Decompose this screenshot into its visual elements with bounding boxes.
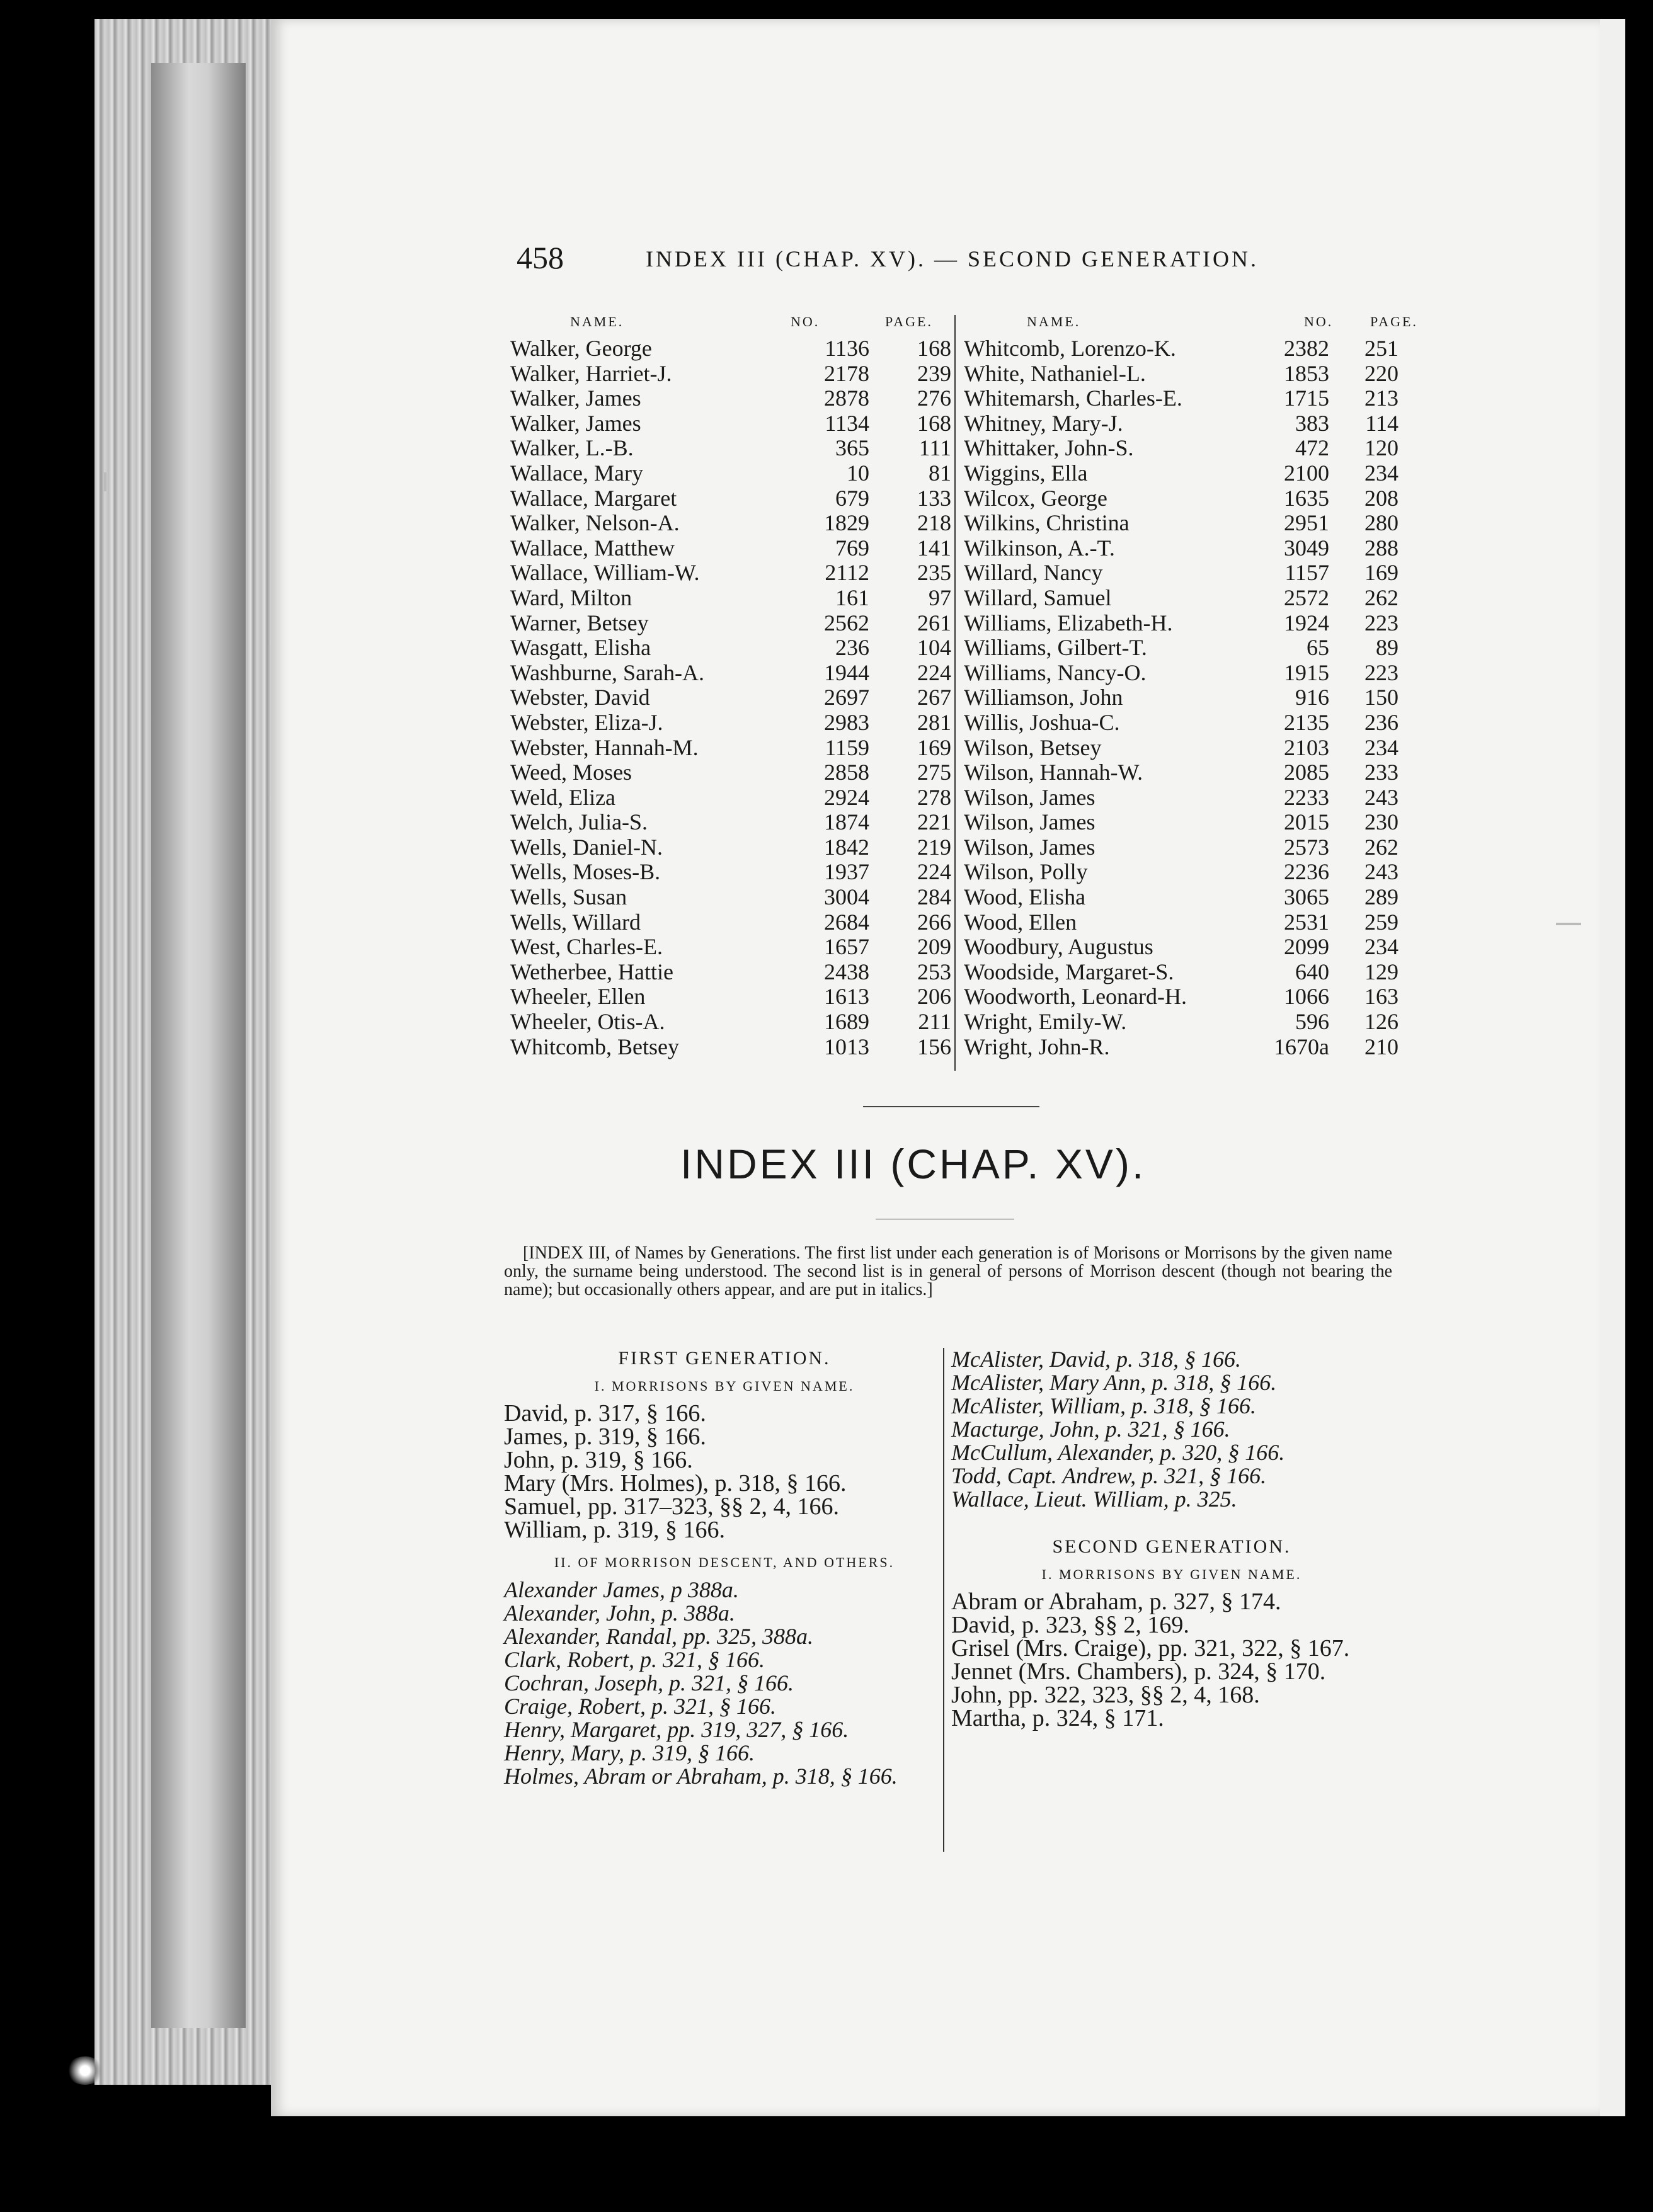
table-row xyxy=(964,385,1405,410)
entry-number: 1670a xyxy=(1274,1034,1329,1059)
second-gen-sub-heading-1: I. MORRISONS BY GIVEN NAME. xyxy=(1041,1566,1302,1582)
list-item: Wallace, Lieut. William, p. 325. xyxy=(951,1486,1237,1512)
scan-speck xyxy=(1556,923,1581,925)
table-row xyxy=(510,535,951,560)
entry-name: Wilson, Polly xyxy=(964,859,1088,885)
entry-name: Wright, Emily-W. xyxy=(964,1009,1127,1035)
list-item: William, p. 319, § 166. xyxy=(504,1517,725,1543)
list-item: Martha, p. 324, § 171. xyxy=(951,1705,1164,1731)
entry-page: 259 xyxy=(1364,909,1398,935)
entry-number: 2135 xyxy=(1284,709,1329,735)
entry-name: Webster, Eliza-J. xyxy=(510,709,663,735)
table-row xyxy=(510,709,951,734)
entry-number: 161 xyxy=(835,584,869,610)
table-row xyxy=(510,684,951,709)
entry-name: Wright, John-R. xyxy=(964,1034,1110,1059)
entry-page: 141 xyxy=(917,535,951,561)
entry-page: 266 xyxy=(917,909,951,935)
entry-name: Whitcomb, Lorenzo-K. xyxy=(964,336,1176,361)
table-row xyxy=(510,884,951,909)
table-row xyxy=(510,959,951,984)
entry-name: Walker, L.-B. xyxy=(510,435,634,461)
entry-name: Whitcomb, Betsey xyxy=(510,1034,679,1059)
list-item: David, p. 323, §§ 2, 169. xyxy=(951,1612,1189,1638)
entry-page: 169 xyxy=(917,734,951,760)
table-row xyxy=(510,809,951,834)
list-item: Alexander, Randal, pp. 325, 388a. xyxy=(504,1624,813,1649)
entry-number: 1915 xyxy=(1284,659,1329,685)
entry-number: 2015 xyxy=(1284,809,1329,835)
entry-page: 120 xyxy=(1364,435,1398,461)
table-row xyxy=(964,909,1405,934)
entry-name: Walker, James xyxy=(510,410,641,436)
entry-number: 2099 xyxy=(1284,934,1329,960)
entry-page: 213 xyxy=(1364,385,1398,411)
entry-page: 169 xyxy=(1364,560,1398,586)
list-item: Holmes, Abram or Abraham, p. 318, § 166. xyxy=(504,1764,898,1789)
entry-page: 281 xyxy=(917,709,951,735)
table-row xyxy=(964,659,1405,685)
entry-page: 288 xyxy=(1364,535,1398,561)
entry-page: 234 xyxy=(1364,460,1398,486)
table-row xyxy=(964,709,1405,734)
table-row xyxy=(964,460,1405,485)
entry-page: 221 xyxy=(917,809,951,835)
entry-number: 1715 xyxy=(1284,385,1329,411)
entry-page: 253 xyxy=(917,959,951,984)
entry-number: 2924 xyxy=(824,784,869,810)
scan-speck xyxy=(104,472,106,491)
first-generation-heading: FIRST GENERATION. xyxy=(618,1348,831,1369)
list-item: James, p. 319, § 166. xyxy=(504,1423,706,1450)
entry-name: Warner, Betsey xyxy=(510,610,649,636)
entry-number: 1157 xyxy=(1284,560,1329,586)
table-row xyxy=(964,759,1405,784)
header-page: PAGE. xyxy=(1370,314,1418,329)
entry-name: Wallace, William-W. xyxy=(510,560,700,586)
list-item: Henry, Margaret, pp. 319, 327, § 166. xyxy=(504,1717,849,1742)
entry-page: 234 xyxy=(1364,934,1398,960)
entry-name: Walker, Nelson-A. xyxy=(510,510,680,536)
column-header xyxy=(510,309,951,335)
table-row xyxy=(964,884,1405,909)
entry-name: Wilkins, Christina xyxy=(964,510,1130,536)
entry-number: 640 xyxy=(1295,959,1329,984)
entry-name: Webster, Hannah-M. xyxy=(510,734,699,760)
entry-name: Wilson, James xyxy=(964,834,1095,860)
entry-number: 10 xyxy=(847,460,869,486)
second-gen-given-name-list xyxy=(951,1590,1392,1730)
first-gen-given-name-list xyxy=(504,1402,945,1542)
entry-page: 251 xyxy=(1364,336,1398,361)
table-row xyxy=(964,983,1405,1008)
table-row xyxy=(510,784,951,809)
entry-number: 1853 xyxy=(1284,360,1329,386)
table-row xyxy=(510,659,951,685)
entry-name: Webster, David xyxy=(510,685,650,710)
table-row xyxy=(510,610,951,635)
entry-number: 2878 xyxy=(824,385,869,411)
entry-name: Wells, Willard xyxy=(510,909,641,935)
entry-page: 168 xyxy=(917,410,951,436)
page-number: 458 xyxy=(517,240,564,275)
entry-number: 2951 xyxy=(1284,510,1329,536)
entry-page: 97 xyxy=(929,584,951,610)
entry-name: Wiggins, Ella xyxy=(964,460,1088,486)
table-row xyxy=(964,335,1405,360)
entry-number: 1924 xyxy=(1284,610,1329,636)
entry-page: 230 xyxy=(1364,809,1398,835)
entry-number: 1874 xyxy=(824,809,869,835)
entry-name: Walker, Harriet-J. xyxy=(510,360,672,386)
table-row xyxy=(510,834,951,859)
second-generation-heading: SECOND GENERATION. xyxy=(1052,1536,1291,1557)
entry-number: 1613 xyxy=(824,984,869,1010)
table-row xyxy=(510,460,951,485)
entry-name: Whitney, Mary-J. xyxy=(964,410,1123,436)
entry-number: 1066 xyxy=(1284,984,1329,1010)
entry-number: 916 xyxy=(1295,685,1329,710)
entry-name: Willis, Joshua-C. xyxy=(964,709,1120,735)
first-gen-descent-list-continued xyxy=(951,1348,1392,1511)
entry-name: Walker, James xyxy=(510,385,641,411)
entry-name: Williamson, John xyxy=(964,685,1123,710)
running-head xyxy=(517,239,1336,277)
table-row xyxy=(510,584,951,610)
entry-number: 2236 xyxy=(1284,859,1329,885)
table-row xyxy=(510,435,951,460)
entry-number: 1944 xyxy=(824,659,869,685)
entry-page: 262 xyxy=(1364,834,1398,860)
table-row xyxy=(964,435,1405,460)
entry-page: 133 xyxy=(917,485,951,511)
entry-name: Wallace, Mary xyxy=(510,460,643,486)
entry-page: 262 xyxy=(1364,584,1398,610)
entry-page: 111 xyxy=(918,435,951,461)
table-row xyxy=(964,410,1405,435)
first-gen-sub-heading-2: II. OF MORRISON DESCENT, AND OTHERS. xyxy=(554,1554,895,1570)
entry-page: 220 xyxy=(1364,360,1398,386)
entry-number: 1136 xyxy=(825,336,869,361)
entry-name: Weld, Eliza xyxy=(510,784,616,810)
list-item: Samuel, pp. 317–323, §§ 2, 4, 166. xyxy=(504,1493,839,1520)
entry-number: 2103 xyxy=(1284,734,1329,760)
entry-page: 163 xyxy=(1364,984,1398,1010)
entry-name: Whittaker, John-S. xyxy=(964,435,1134,461)
entry-name: West, Charles-E. xyxy=(510,934,663,960)
entry-number: 1134 xyxy=(825,410,869,436)
entry-name: Weed, Moses xyxy=(510,760,632,785)
entry-number: 1829 xyxy=(824,510,869,536)
entry-page: 104 xyxy=(917,635,951,661)
entry-name: Wells, Moses-B. xyxy=(510,859,661,885)
list-item: Craige, Robert, p. 321, § 166. xyxy=(504,1694,776,1719)
header-name: NAME. xyxy=(1027,314,1081,329)
entry-name: Wells, Susan xyxy=(510,884,627,910)
entry-page: 276 xyxy=(917,385,951,411)
table-row xyxy=(964,634,1405,659)
list-item: David, p. 317, § 166. xyxy=(504,1400,706,1427)
section-rule xyxy=(863,1106,1039,1107)
list-item: Todd, Capt. Andrew, p. 321, § 166. xyxy=(951,1463,1267,1488)
entry-name: Woodworth, Leonard-H. xyxy=(964,984,1187,1010)
entry-name: Willard, Samuel xyxy=(964,584,1112,610)
table-row xyxy=(964,1008,1405,1034)
table-row xyxy=(964,360,1405,385)
entry-number: 2858 xyxy=(824,760,869,785)
entry-number: 2531 xyxy=(1284,909,1329,935)
entry-page: 114 xyxy=(1365,410,1398,436)
table-row xyxy=(510,360,951,385)
entry-page: 234 xyxy=(1364,734,1398,760)
entry-number: 383 xyxy=(1295,410,1329,436)
entry-page: 209 xyxy=(917,934,951,960)
entry-number: 1657 xyxy=(824,934,869,960)
entry-name: Willard, Nancy xyxy=(964,560,1103,586)
entry-number: 3004 xyxy=(824,884,869,910)
entry-page: 168 xyxy=(917,336,951,361)
entry-number: 365 xyxy=(835,435,869,461)
column-divider xyxy=(943,1348,944,1852)
entry-number: 2562 xyxy=(824,610,869,636)
list-item: John, p. 319, § 166. xyxy=(504,1447,693,1473)
entry-page: 284 xyxy=(917,884,951,910)
table-row xyxy=(510,559,951,584)
entry-page: 275 xyxy=(917,760,951,785)
entry-name: Whitemarsh, Charles-E. xyxy=(964,385,1182,411)
entry-name: Williams, Gilbert-T. xyxy=(964,635,1147,661)
scan-blot xyxy=(66,2056,104,2085)
table-row xyxy=(964,535,1405,560)
entry-number: 2382 xyxy=(1284,336,1329,361)
entry-number: 2697 xyxy=(824,685,869,710)
entry-page: 129 xyxy=(1364,959,1398,984)
entry-name: Wood, Ellen xyxy=(964,909,1077,935)
right-rows xyxy=(964,335,1405,1058)
table-row xyxy=(510,485,951,510)
column-header xyxy=(964,309,1418,335)
entry-page: 236 xyxy=(1364,709,1398,735)
table-row xyxy=(964,858,1405,884)
table-row xyxy=(510,858,951,884)
entry-page: 243 xyxy=(1364,859,1398,885)
entry-page: 289 xyxy=(1364,884,1398,910)
entry-number: 1937 xyxy=(824,859,869,885)
entry-number: 1689 xyxy=(824,1009,869,1035)
running-title: INDEX III (CHAP. XV). — SECOND GENERATION. xyxy=(646,246,1259,271)
intro-paragraph: [INDEX III, of Names by Generations. The first list under each generation is of Morisons or Morrisons by the given name only, the surname being understood. The second list is in general of persons of Morrison descent (though not bearing the name); but occasionally others appear, and are put in italics.] xyxy=(504,1243,1392,1299)
entry-page: 233 xyxy=(1364,760,1398,785)
entry-number: 3065 xyxy=(1284,884,1329,910)
entry-name: Woodside, Margaret-S. xyxy=(964,959,1174,984)
entry-number: 1159 xyxy=(825,734,869,760)
table-row xyxy=(510,385,951,410)
table-row xyxy=(510,1034,951,1059)
table-row xyxy=(510,909,951,934)
list-item: McAlister, David, p. 318, § 166. xyxy=(951,1347,1241,1372)
entry-number: 2233 xyxy=(1284,784,1329,810)
entry-number: 1013 xyxy=(824,1034,869,1059)
list-item: Alexander James, p 388a. xyxy=(504,1577,739,1602)
table-row xyxy=(510,634,951,659)
first-gen-descent-list xyxy=(504,1578,945,1788)
entry-name: Wilson, James xyxy=(964,809,1095,835)
entry-page: 219 xyxy=(917,834,951,860)
first-gen-sub-heading-1: I. MORRISONS BY GIVEN NAME. xyxy=(594,1378,855,1394)
table-row xyxy=(510,410,951,435)
entry-number: 596 xyxy=(1295,1009,1329,1035)
entry-name: Wetherbee, Hattie xyxy=(510,959,673,984)
entry-name: White, Nathaniel-L. xyxy=(964,360,1146,386)
table-row xyxy=(964,734,1405,760)
entry-number: 2100 xyxy=(1284,460,1329,486)
left-index-column xyxy=(510,309,951,1058)
entry-name: Wallace, Matthew xyxy=(510,535,675,561)
entry-name: Williams, Nancy-O. xyxy=(964,659,1147,685)
list-item: Henry, Mary, p. 319, § 166. xyxy=(504,1740,755,1765)
entry-page: 126 xyxy=(1364,1009,1398,1035)
list-item: McCullum, Alexander, p. 320, § 166. xyxy=(951,1440,1285,1465)
entry-number: 3049 xyxy=(1284,535,1329,561)
entry-number: 2178 xyxy=(824,360,869,386)
list-item: Alexander, John, p. 388a. xyxy=(504,1600,735,1626)
list-item: Jennet (Mrs. Chambers), p. 324, § 170. xyxy=(951,1658,1326,1685)
entry-name: Washburne, Sarah-A. xyxy=(510,659,705,685)
table-row xyxy=(964,959,1405,984)
entry-name: Welch, Julia-S. xyxy=(510,809,648,835)
entry-name: Wells, Daniel-N. xyxy=(510,834,663,860)
entry-number: 769 xyxy=(835,535,869,561)
table-row xyxy=(510,734,951,760)
entry-page: 267 xyxy=(917,685,951,710)
entry-name: Wood, Elisha xyxy=(964,884,1086,910)
right-index-column xyxy=(964,309,1418,1059)
entry-name: Wilcox, George xyxy=(964,485,1107,511)
entry-number: 472 xyxy=(1295,435,1329,461)
right-generation-column xyxy=(951,1348,1392,1730)
list-item: Mary (Mrs. Holmes), p. 318, § 166. xyxy=(504,1470,847,1497)
entry-name: Wasgatt, Elisha xyxy=(510,635,651,661)
table-row xyxy=(510,983,951,1008)
entry-page: 239 xyxy=(917,360,951,386)
entry-page: 150 xyxy=(1364,685,1398,710)
entry-page: 208 xyxy=(1364,485,1398,511)
entry-number: 1635 xyxy=(1284,485,1329,511)
list-item: Clark, Robert, p. 321, § 166. xyxy=(504,1647,765,1672)
entry-number: 2438 xyxy=(824,959,869,984)
entry-page: 156 xyxy=(917,1034,951,1059)
entry-page: 218 xyxy=(917,510,951,536)
left-rows xyxy=(510,335,951,1058)
table-row xyxy=(964,610,1405,635)
entry-number: 236 xyxy=(835,635,869,661)
entry-page: 243 xyxy=(1364,784,1398,810)
first-generation-column xyxy=(504,1348,945,1788)
header-page: PAGE. xyxy=(885,314,933,329)
table-row xyxy=(964,559,1405,584)
entry-page: 211 xyxy=(918,1009,951,1035)
list-item: Cochran, Joseph, p. 321, § 166. xyxy=(504,1670,794,1696)
entry-number: 2573 xyxy=(1284,834,1329,860)
table-row xyxy=(964,933,1405,959)
entry-number: 2684 xyxy=(824,909,869,935)
entry-page: 206 xyxy=(917,984,951,1010)
list-item: McAlister, William, p. 318, § 166. xyxy=(951,1393,1256,1418)
entry-number: 2572 xyxy=(1284,584,1329,610)
table-row xyxy=(964,1034,1405,1059)
entry-number: 2112 xyxy=(825,560,869,586)
table-row xyxy=(964,584,1405,610)
table-row xyxy=(964,809,1405,834)
entry-page: 223 xyxy=(1364,610,1398,636)
table-row xyxy=(510,759,951,784)
list-item: Macturge, John, p. 321, § 166. xyxy=(951,1417,1230,1442)
table-row xyxy=(510,1008,951,1034)
table-row xyxy=(964,510,1405,535)
column-divider xyxy=(954,315,956,1071)
entry-name: Woodbury, Augustus xyxy=(964,934,1153,960)
entry-name: Wilson, Hannah-W. xyxy=(964,760,1143,785)
entry-number: 679 xyxy=(835,485,869,511)
index-intro xyxy=(504,1244,1392,1299)
entry-page: 81 xyxy=(929,460,951,486)
header-name: NAME. xyxy=(570,314,624,329)
entry-page: 261 xyxy=(917,610,951,636)
table-row xyxy=(964,485,1405,510)
header-no: NO. xyxy=(1304,314,1334,329)
entry-page: 278 xyxy=(917,784,951,810)
entry-name: Walker, George xyxy=(510,336,652,361)
facing-page-strip xyxy=(1600,19,1625,2116)
entry-name: Wheeler, Otis-A. xyxy=(510,1009,665,1035)
table-row xyxy=(510,335,951,360)
list-item: John, pp. 322, 323, §§ 2, 4, 168. xyxy=(951,1682,1260,1708)
entry-name: Wallace, Margaret xyxy=(510,485,677,511)
entry-name: Wilson, Betsey xyxy=(964,734,1102,760)
header-no: NO. xyxy=(791,314,820,329)
entry-number: 1842 xyxy=(824,834,869,860)
entry-page: 224 xyxy=(917,659,951,685)
entry-page: 235 xyxy=(917,560,951,586)
entry-name: Wilson, James xyxy=(964,784,1095,810)
entry-page: 89 xyxy=(1376,635,1398,661)
list-item: McAlister, Mary Ann, p. 318, § 166. xyxy=(951,1370,1277,1395)
table-row xyxy=(964,834,1405,859)
list-item: Grisel (Mrs. Craige), pp. 321, 322, § 167. xyxy=(951,1635,1350,1662)
entry-page: 223 xyxy=(1364,659,1398,685)
entry-page: 210 xyxy=(1364,1034,1398,1059)
entry-name: Wheeler, Ellen xyxy=(510,984,646,1010)
entry-page: 224 xyxy=(917,859,951,885)
entry-page: 280 xyxy=(1364,510,1398,536)
entry-name: Ward, Milton xyxy=(510,584,632,610)
entry-number: 65 xyxy=(1307,635,1329,661)
entry-number: 2983 xyxy=(824,709,869,735)
table-row xyxy=(510,510,951,535)
table-row xyxy=(964,784,1405,809)
entry-name: Williams, Elizabeth-H. xyxy=(964,610,1173,636)
index-title: INDEX III (CHAP. XV). xyxy=(680,1141,1147,1187)
table-row xyxy=(510,933,951,959)
entry-name: Wilkinson, A.-T. xyxy=(964,535,1115,561)
list-item: Abram or Abraham, p. 327, § 174. xyxy=(951,1588,1281,1615)
table-row xyxy=(964,684,1405,709)
entry-number: 2085 xyxy=(1284,760,1329,785)
